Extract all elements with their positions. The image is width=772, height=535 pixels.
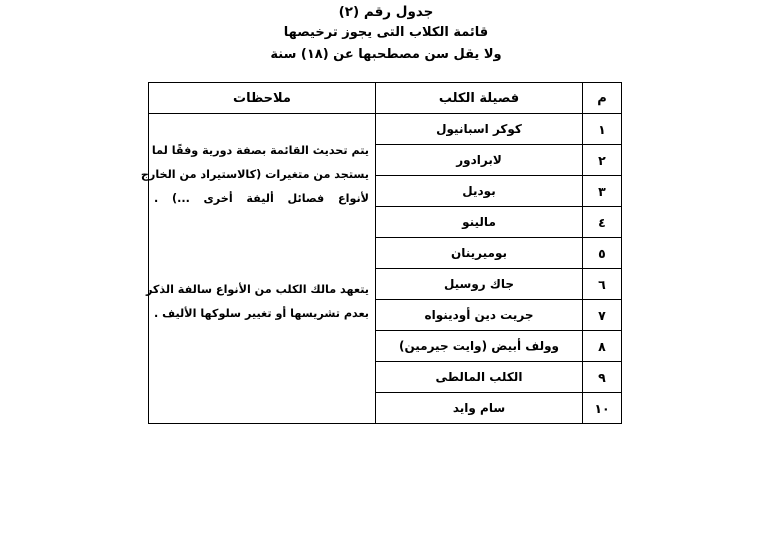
note-line: لأنواع فصائل أليفة أخرى ...) . [154,192,369,205]
breed-name-cell: لابرادور [376,145,583,176]
note-line: بعدم تشريسها أو تغيير سلوكها الأليف . [154,307,369,320]
row-number-cell: ١ [583,114,622,145]
document-subtitle-line-2: ولا يقل سن مصطحبها عن (١٨) سنة [270,47,502,62]
breeds-table [140,82,622,424]
table-header-row [149,83,622,114]
breed-name-cell: وولف أبيض (وايت جيرمين) [376,331,583,362]
breed-name-cell: جاك روسيل [376,269,583,300]
row-number-cell: ٨ [583,331,622,362]
row-number-cell: ٦ [583,269,622,300]
breed-name-cell: بوديل [376,176,583,207]
breed-name-cell: جريت دين أودينواه [376,300,583,331]
column-header-number: م [583,83,622,114]
note-note-owner-pledge [145,278,369,326]
row-number-cell: ٥ [583,238,622,269]
note-line: يتعهد مالك الكلب من الأنواع سالفة الذكر [145,283,369,296]
note-line: يتم تحديث القائمة بصفة دورية وفقًا لما [151,144,369,157]
breed-name-cell: بوميرينان [376,238,583,269]
row-number-cell: ٢ [583,145,622,176]
table-header [149,83,622,114]
column-header-notes: ملاحظات [149,83,376,114]
breeds-table-container [140,82,622,416]
page-title: جدول رقم (٢) [338,4,434,20]
table-row [149,114,622,145]
row-number-cell: ٩ [583,362,622,393]
document-heading [0,2,772,66]
note-line: يستجد من متغيرات (كالاستيراد من الخارج [140,168,369,181]
notes-content [140,118,375,419]
breed-name-cell: مالينو [376,207,583,238]
row-number-cell: ٤ [583,207,622,238]
row-number-cell: ١٠ [583,393,622,424]
row-number-cell: ٣ [583,176,622,207]
row-number-cell: ٧ [583,300,622,331]
document-subtitle-line-1: قائمة الكلاب التى يجوز ترخيصها [283,25,489,40]
breed-name-cell: الكلب المالطى [376,362,583,393]
breed-name-cell: كوكر اسبانيول [376,114,583,145]
column-header-breed: فصيلة الكلب [376,83,583,114]
notes-cell [140,114,376,424]
breed-name-cell: سام وايد [376,393,583,424]
note-note-update-policy [140,139,369,211]
table-body [140,114,622,424]
